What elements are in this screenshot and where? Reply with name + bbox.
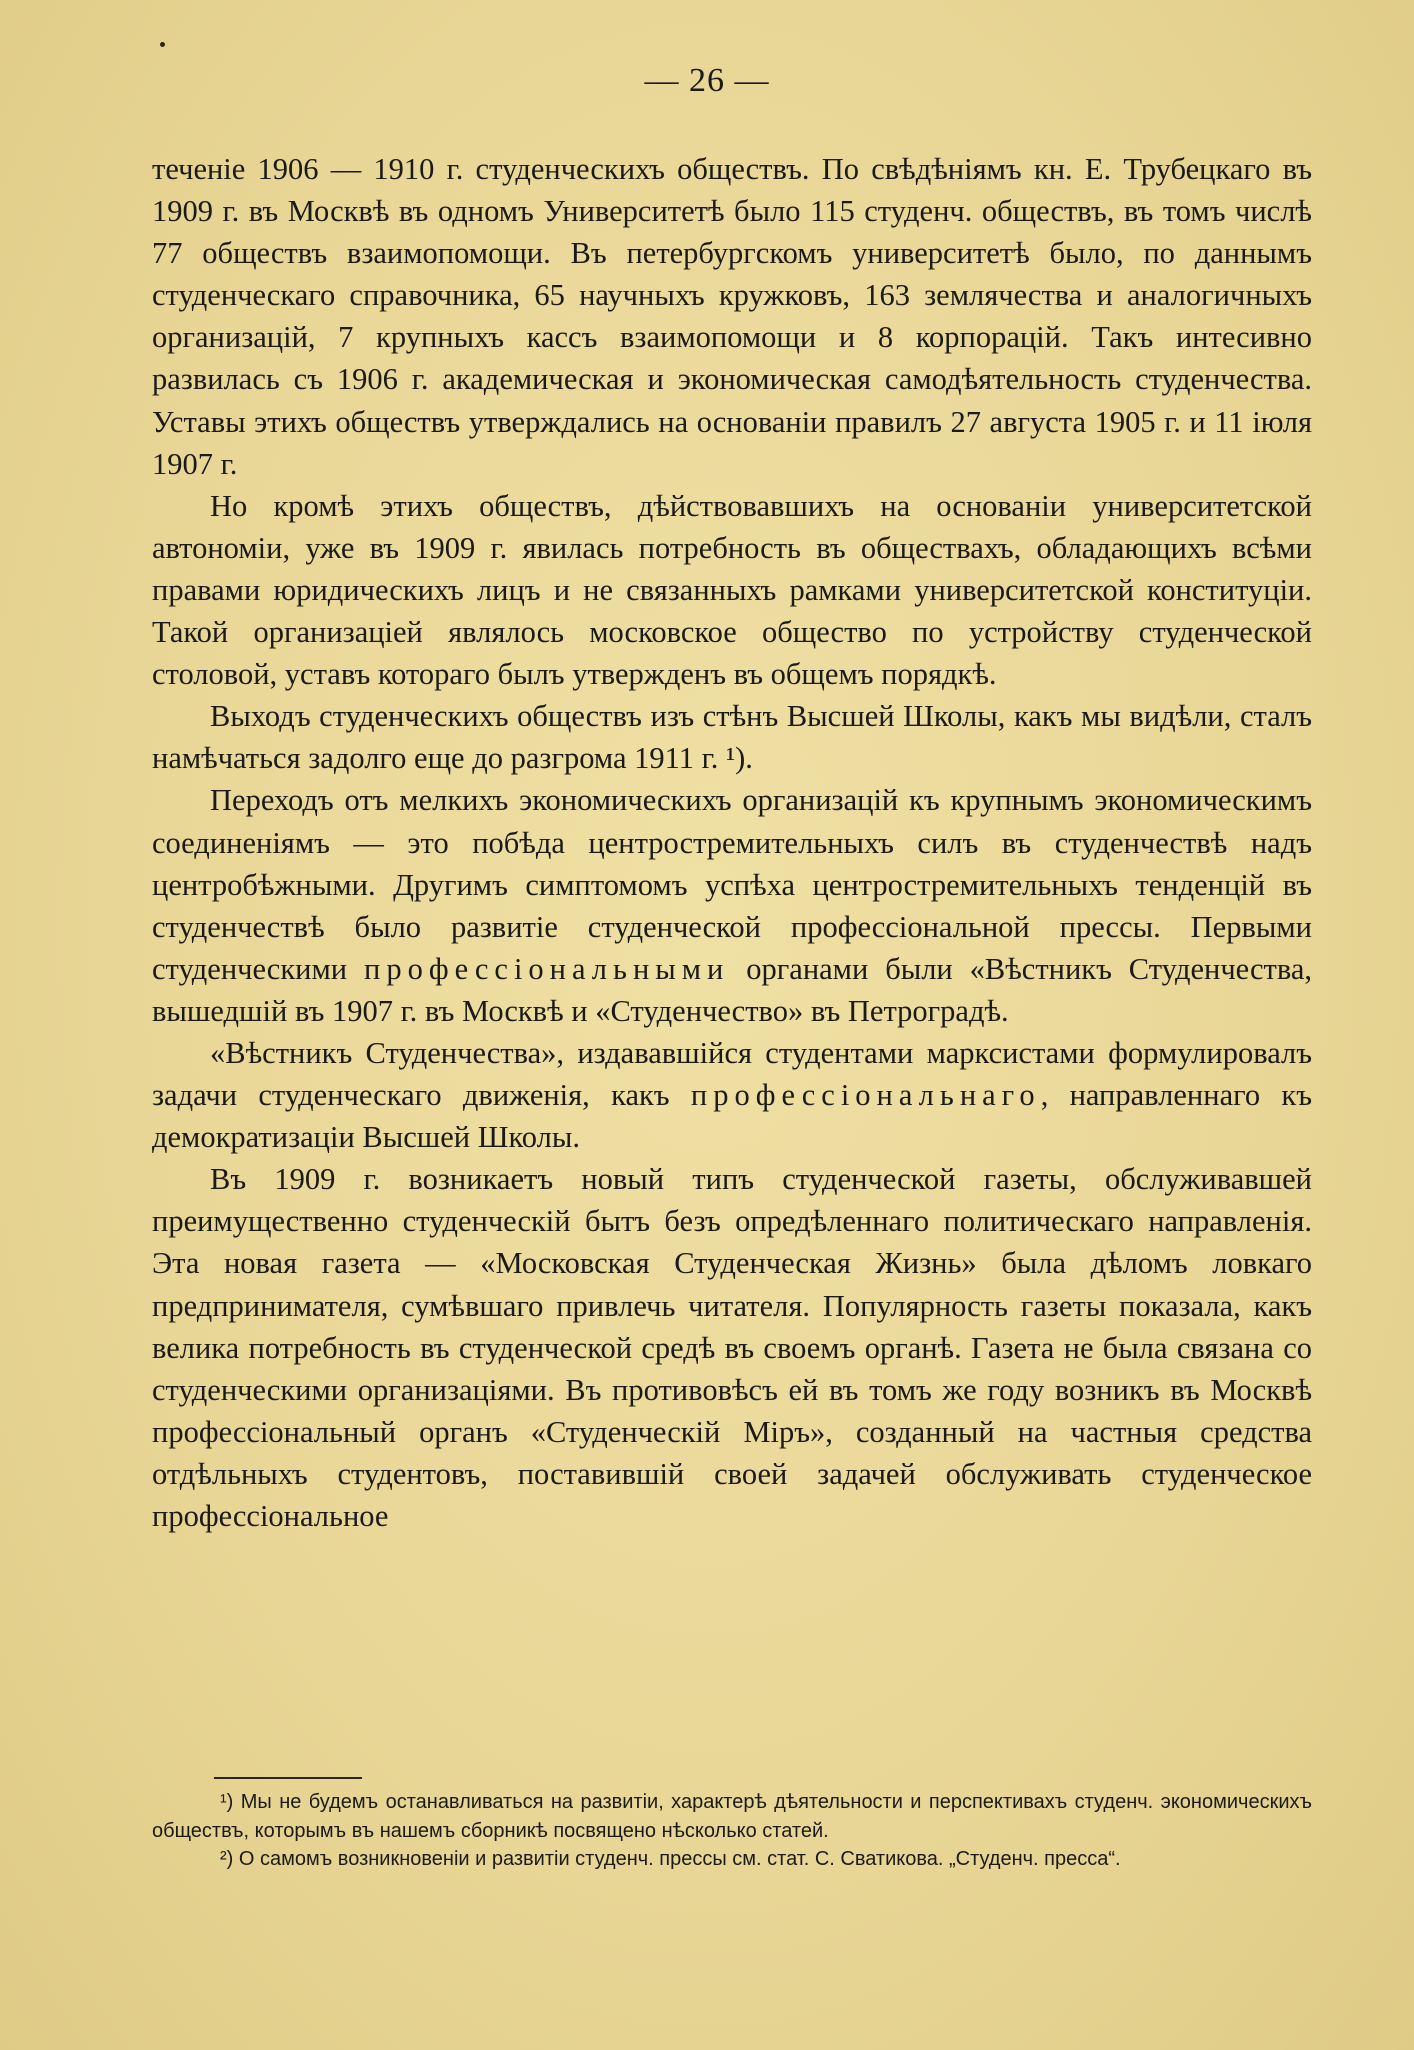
main-text (152, 148, 1312, 1537)
ink-speck (160, 42, 165, 47)
footnote-1: ¹) Мы не будемъ останавливаться на развитіи, характерѣ дѣятельности и перспективахъ студенч. экономическихъ обществъ, которымъ въ нашемъ сборникѣ посвящено нѣсколько статей. (152, 1791, 1312, 1842)
paragraph-4 (152, 779, 1312, 1032)
footnotes (152, 1788, 1312, 1874)
paragraph-2-text: Но кромѣ этихъ обществъ, дѣйствовавшихъ на основаніи университетской автономіи, уже въ 1909 г. явилась потребность въ обществахъ, обладающихъ всѣми правами юридическихъ лицъ и не связанныхъ рамками университетской конституціи. Такой организаціей являлось московское общество по устройству студенческой столовой, уставъ котораго былъ утвержденъ въ общемъ порядкѣ. (152, 488, 1312, 692)
page-number: — 26 — (644, 62, 770, 99)
paragraph-4-text-b: органами были «Вѣстникъ Студенчества, вышедшій въ 1907 г. въ Москвѣ и «Студенчество» въ Петроградѣ. (152, 951, 1313, 1028)
paragraph-5-text-b: , направленнаго къ демократизаціи Высшей Школы. (152, 1078, 1312, 1155)
paragraph-4-text-a: Переходъ отъ мелкихъ экономическихъ организацій къ крупнымъ экономическимъ соединеніямъ — это побѣда центростремительныхъ силъ въ студенчествѣ надъ центробѣжными. Другимъ симптомомъ успѣха центростремительныхъ тенденцій въ студенчествѣ было развитіе студенческой профессіональной прессы. Первыми студенческими (152, 783, 1312, 986)
paragraph-1-text: теченіе 1906 — 1910 г. студенческихъ обществъ. По свѣдѣніямъ кн. Е. Трубецкаго въ 1909 г. въ Москвѣ въ одномъ Университетѣ было 115 студенч. обществъ, въ томъ числѣ 77 обществъ взаимопомощи. Въ петербургскомъ университетѣ было, по даннымъ студенческаго справочника, 65 научныхъ кружковъ, 163 землячества и аналогичныхъ организацій, 7 крупныхъ кассъ взаимопомощи и 8 корпорацій. Такъ интесивно развилась съ 1906 г. академическая и экономическая самодѣятельность студенчества. Уставы этихъ обществъ утверждались на основаніи правилъ 27 августа 1905 г. и 11 іюля 1907 г. (152, 152, 1312, 481)
paragraph-1 (152, 148, 1312, 485)
paragraph-2 (152, 485, 1312, 695)
paragraph-5 (152, 1032, 1312, 1158)
paragraph-3 (152, 695, 1312, 779)
footnote-2: ²) О самомъ возникновеніи и развитіи студенч. прессы см. стат. С. Сватикова. „Студенч. пресса“. (220, 1848, 1121, 1870)
paragraph-5-text-a: «Вѣстникъ Студенчества», издававшійся студентами марксистами формулировалъ задачи студенческаго движенія, какъ (152, 1035, 1312, 1113)
footnote-separator (214, 1777, 362, 1779)
paragraph-3-text: Выходъ студенческихъ обществъ изъ стѣнъ Высшей Школы, какъ мы видѣли, сталъ намѣчаться задолго еще до разгрома 1911 г. ¹). (152, 699, 1312, 776)
paragraph-4-emphasis: профессіональными (364, 951, 730, 986)
paragraph-6-text: Въ 1909 г. возникаетъ новый типъ студенческой газеты, обслуживавшей преимущественно студенческій бытъ безъ опредѣленнаго политическаго направленія. Эта новая газета — «Московская Студенческая Жизнь» была дѣломъ ловкаго предпринимателя, сумѣвшаго привлечь читателя. Популярность газеты показала, какъ велика потребность въ студенческой средѣ въ своемъ органѣ. Газета не была связана со студенческими организаціями. Въ противовѣсъ ей въ томъ же году возникъ въ Москвѣ профессіональный органъ «Студенческій Міръ», созданный на частныя средства отдѣльныхъ студентовъ, поставившій своей задачей обслуживать студенческое профессіональное (152, 1162, 1312, 1533)
paragraph-5-emphasis: профессіональнаго (690, 1078, 1041, 1113)
paragraph-6 (152, 1158, 1312, 1537)
